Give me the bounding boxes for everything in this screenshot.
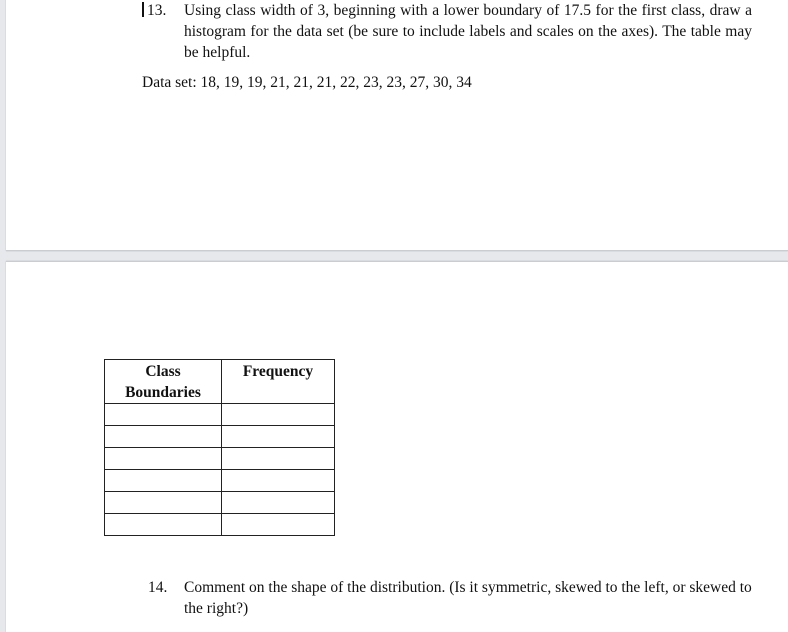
table-row (105, 492, 335, 514)
question-13-text: Using class width of 3, beginning with a lower boundary of 17.5 for the first class, draw a histogram for the data set (be sure to include labels and scales on the axes). The table may be helpful. (184, 2, 752, 61)
table-row (105, 426, 335, 448)
boundaries-cell[interactable] (105, 514, 222, 536)
text-cursor (142, 2, 144, 17)
class-boundaries-header (105, 360, 222, 404)
question-13 (142, 0, 752, 63)
boundaries-cell[interactable] (105, 448, 222, 470)
table-row (105, 514, 335, 536)
frequency-cell[interactable] (222, 492, 335, 514)
table-row (105, 448, 335, 470)
question-14 (142, 577, 752, 619)
boundaries-cell[interactable] (105, 492, 222, 514)
table-row (105, 404, 335, 426)
data-set-line: Data set: 18, 19, 19, 21, 21, 21, 22, 23, 23, 27, 30, 34 (142, 74, 472, 91)
frequency-cell[interactable] (222, 514, 335, 536)
document-page-2 (6, 261, 788, 632)
question-13-number: 13. (147, 2, 167, 19)
frequency-cell[interactable] (222, 426, 335, 448)
table-header-row (105, 360, 335, 404)
boundaries-cell[interactable] (105, 426, 222, 448)
question-14-text: Comment on the shape of the distribution. (Is it symmetric, skewed to the left, or skewed to the right?) (184, 579, 752, 617)
frequency-header: Frequency (222, 360, 335, 404)
boundaries-cell[interactable] (105, 404, 222, 426)
class-header-line2: Boundaries (125, 384, 201, 401)
frequency-cell[interactable] (222, 448, 335, 470)
frequency-cell[interactable] (222, 404, 335, 426)
frequency-table (104, 359, 335, 536)
document-page-1 (6, 0, 788, 251)
boundaries-cell[interactable] (105, 470, 222, 492)
table-row (105, 470, 335, 492)
class-header-line1: Class (145, 363, 181, 380)
frequency-cell[interactable] (222, 470, 335, 492)
question-14-number: 14. (148, 579, 168, 596)
